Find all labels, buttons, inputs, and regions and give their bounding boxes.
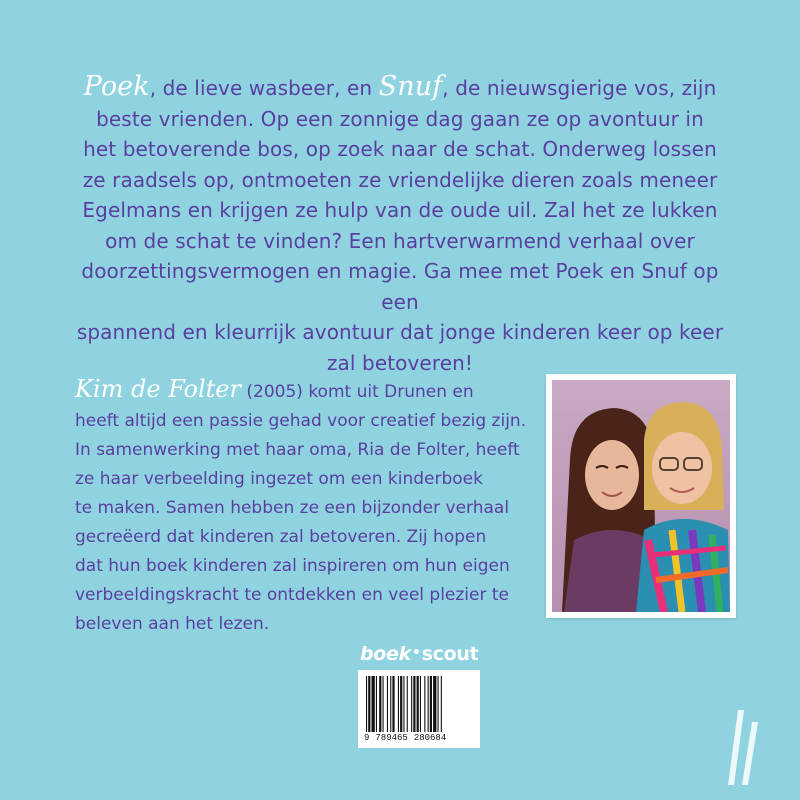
barcode-bars: [364, 676, 474, 732]
blurb-line: beste vrienden. Op een zonnige dag gaan ze op avontuur in: [96, 106, 704, 131]
isbn-barcode: [358, 670, 480, 748]
bio-line: te maken. Samen hebben ze een bijzonder verhaal: [75, 498, 510, 518]
blurb-line: doorzettingsvermogen en magie. Ga mee met Poek en Snuf op een: [81, 259, 719, 314]
barcode-bar: [411, 676, 412, 732]
blurb-text: , de lieve wasbeer, en: [149, 76, 379, 100]
barcode-bar: [403, 676, 404, 732]
bio-text: (2005) komt uit Drunen en: [240, 382, 474, 402]
barcode-bar: [417, 676, 419, 732]
barcode-bar: [413, 676, 415, 732]
barcode-bar: [379, 676, 381, 732]
author-photo-image: [552, 380, 730, 612]
barcode-digit-group-1: 789465: [375, 733, 408, 743]
author-bio: [75, 375, 535, 639]
barcode-bar: [383, 676, 384, 732]
bio-line: ze haar verbeelding ingezet om een kinderboek: [75, 469, 483, 489]
bio-line: dat hun boek kinderen zal inspireren om hun eigen: [75, 556, 510, 576]
blurb-line: ze raadsels op, ontmoeten ze vriendelijke dieren zoals meneer: [82, 167, 718, 192]
barcode-digit-group-2: 280684: [413, 733, 447, 743]
author-photo: [546, 374, 736, 618]
bio-line: gecreëerd dat kinderen zal betoveren. Zij hopen: [75, 527, 487, 547]
barcode-bar: [376, 676, 377, 732]
barcode-digits: [364, 733, 474, 743]
blurb-line: Egelmans en krijgen ze hulp van de oude uil. Zal het ze lukken: [82, 198, 718, 222]
barcode-bar: [366, 676, 367, 732]
barcode-bar: [398, 676, 399, 732]
publisher-logo-part1: boek: [360, 643, 411, 665]
bio-line: In samenwerking met haar oma, Ria de Folter, heeft: [75, 440, 520, 460]
barcode-bar: [368, 676, 370, 732]
character-name-poek: Poek: [83, 71, 150, 102]
barcode-bar: [433, 676, 436, 732]
blurb-line: spannend en kleurrijk avontuur dat jonge kinderen keer op keer: [76, 320, 724, 344]
bio-line: verbeeldingskracht te ontdekken en veel plezier te: [75, 585, 509, 605]
barcode-bar: [430, 676, 432, 732]
barcode-bar: [424, 676, 425, 732]
publisher-corner-logo-icon: [722, 710, 762, 785]
blurb-line: zal betoveren!: [326, 350, 474, 375]
barcode-bar: [428, 676, 429, 732]
character-name-snuf: Snuf: [378, 71, 443, 102]
bio-line: beleven aan het lezen.: [75, 614, 270, 634]
barcode-bar: [441, 676, 442, 732]
barcode-bar: [390, 676, 391, 732]
back-cover-blurb: [60, 72, 740, 378]
publisher-logo-part2: scout: [421, 643, 479, 665]
barcode-bar: [400, 676, 402, 732]
blurb-text: , de nieuwsgierige vos, zijn: [442, 76, 717, 100]
barcode-bar: [407, 676, 408, 732]
blurb-line: het betoverende bos, op zoek naar de schat. Onderweg lossen: [83, 137, 717, 161]
barcode-bar: [420, 676, 421, 732]
blurb-line: [60, 72, 740, 104]
barcode-digit-prefix: 9: [364, 733, 370, 743]
barcode-bar: [392, 676, 394, 732]
publisher-logo: [360, 643, 478, 665]
barcode-bar: [372, 676, 375, 732]
bio-line: [75, 375, 535, 407]
blurb-line: om de schat te vinden? Een hartverwarmend verhaal over: [105, 228, 695, 253]
author-name: Kim de Folter: [75, 375, 241, 403]
bio-line: heeft altijd een passie gehad voor creatief bezig zijn.: [75, 411, 527, 431]
barcode-bar: [438, 676, 439, 732]
publisher-logo-separator: •: [411, 645, 421, 661]
barcode-bar: [387, 676, 388, 732]
